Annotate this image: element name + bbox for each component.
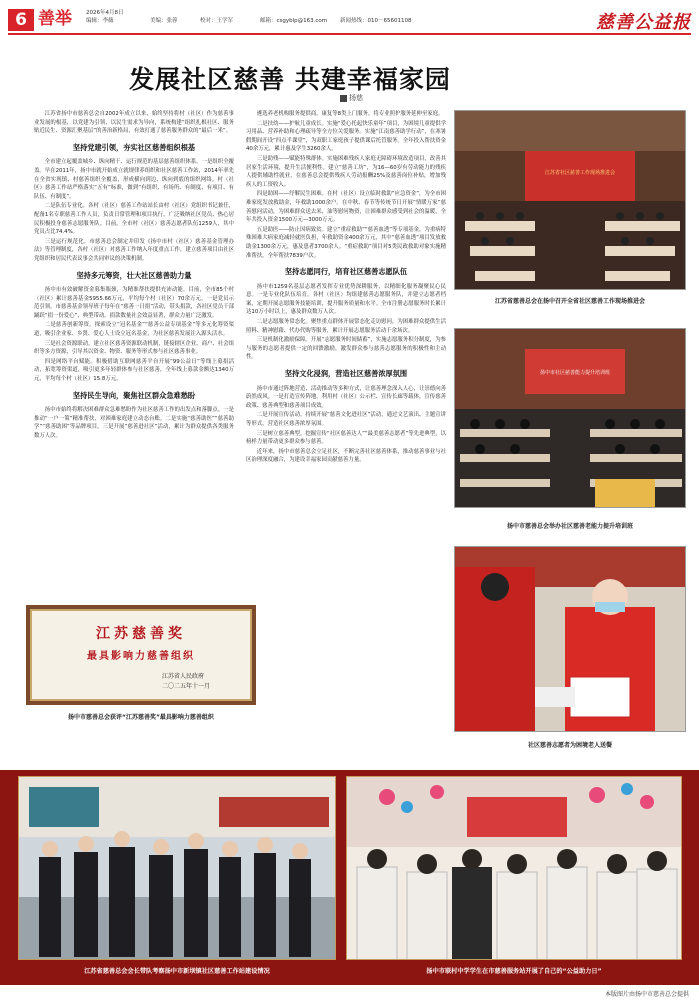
paragraph: 四是助困——纾解民生困难。在村（社区）设立临时救助“应急资金”，为全市困难家庭发放救助金，年救助1000余户。在中秋、春节等传统节日开展“情暖万家”慈善慰问活动，为困难群众送去米、油等慰问物资，让困难群众感受到社会的温暖，全年共投入资金1500万元—3000万元。 (246, 191, 446, 224)
paragraph: 全市建立起覆盖城乡、纵向精干、运行规范的基层慈善组织体系。一是组织全覆盖。早在2011年，扬中市就开始成立就规律养组织和社区慈善工作站，2014年率先在全省实现镇、村慈善组织全覆盖，形成横向到边、纵向到底的组织网络。村（社区）慈善工作站严格落实“五有”标准，做到“有组织、有场所、有制度、有项目、有队伍、有制度”。 (34, 159, 234, 200)
photo-training (454, 328, 686, 508)
caption-conference: 江苏省慈善总会在扬中召开全省社区慈善工作现场推进会 (494, 298, 645, 305)
paragraph: 五是助医——防止因病致贫。建立“重症救助”“慈善血透”等专项基金，为重病特殊困难大病家庭减轻就医负担，年救助资金400余万元，其中“慈善血透”项目发放救助金1300余万元，惠及患者3700余人。“重症救助”项目对5类民政救助对象实施精准帮扶，全年帮扶7839户次。 (246, 226, 446, 259)
article-column-1 (34, 110, 234, 600)
header-rule (8, 33, 691, 35)
photo-conference (454, 110, 686, 290)
subheading: 坚持多元筹资，壮大社区慈善助力量 (76, 270, 192, 280)
photo-students (346, 776, 682, 960)
conference-banner-text: 江苏省社区慈善工作现场推进会 (544, 170, 616, 176)
photo-volunteers (454, 546, 686, 732)
paragraph: 三是树立慈善典型。挖掘宣传“社区慈善达人”“最美慈善志愿者”等先进典型，以榜样力量带动更多群众参与慈善。 (246, 430, 446, 446)
page-header (0, 6, 699, 32)
paragraph: 三是助残——赋能特殊群体。实施困难残疾人家庭无障碍环境改造项目，改善其居家生活环境，提升生活便利性。建立“慈善工坊”，为16—60岁有劳动能力的残疾人提供辅助性就业，在慈善总会提供残疾人劳动报酬25%及慈善岗位补贴，增加残疾人的工资收入。 (246, 155, 446, 188)
paragraph: 二是队伍专业化。各村（社区）慈善工作站站长由村（社区）党组织书记兼任，配备1名专职慈善工作人员，负责日常管理和项目执行，广泛吸纳社区党员、热心居民积极投身慈善志愿服务队。目前，全市村（社区）慈善志愿者队伍1259人，其中党员占比74.4%。 (34, 203, 234, 236)
award-date: 二〇二五年十一月 (162, 683, 211, 690)
caption-training: 扬中市慈善总会举办社区慈善老能力提升培训班 (506, 523, 633, 530)
article-column-2 (246, 110, 446, 760)
award-subtitle: 最具影响力慈善组织 (87, 651, 195, 662)
inspection-photo-art (19, 777, 336, 960)
paragraph: 二是慈善创新筹资。探索设立“冠名基金”“慈善公益专项基金”等多元化筹资渠道，吸引企业家、乡贤、爱心人士设立冠名基金，为社区慈善发展注入源头活水。 (34, 322, 234, 338)
paragraph: 扬中市通过阵地营造、活动推动等多种方式，让慈善理念深入人心，让崇德向善蔚然成风。一是打造宣传阵地。利用村（社区）公示栏、宣传长廊等载体，宣传慈善政策、慈善典型和慈善项目成效。 (246, 385, 446, 409)
paragraph: 二是志愿服务常态化。聚焦重点群体开展常态化走访慰问，为困难群众提供生活照料、精神慰藉、代办代购等服务，累计开展志愿服务活动千余场次。 (246, 319, 446, 334)
designer: 美编：张蓉 (150, 18, 178, 24)
subheading: 坚持民生导向，聚焦社区群众急难愁盼 (72, 390, 196, 400)
paragraph: 四是网络平台赋能。积极借助互联网慈善平台开展“99公益日”等线上募捐活动，拓宽筹资渠道，吸引更多年轻群体参与社区慈善，全年线上募款金额达1340万元，平均每个村（社区）15.8万元。 (34, 358, 234, 383)
award-issuer: 江苏省人民政府 (162, 673, 205, 680)
paragraph: 江苏省扬中市慈善总会自2002年成立以来，始终坚持将村（社区）作为慈善事业发展的根基，以党建为引领、以民生需求为导向，系统构建“组织扎根社区、服务贴近民生、资源汇聚基层”的善治新格局，有效打通了慈善服务群众的“最后一米”。 (34, 111, 234, 135)
byline-marker (340, 95, 347, 102)
photo-credit: 本版图片由扬中市慈善总会提供 (604, 991, 689, 998)
photo-inspection (18, 776, 336, 960)
award-plaque-inner (30, 609, 252, 701)
paragraph: 扬中市有效破解资金募集瓶颈，为精准帮扶提供充沛动能。目前，全市85个村（社区）累计慈善基金5955.66万元，平均每个村（社区）70余万元。一是党员示范引领。市慈善基金领导班子每年在“慈善一日捐”活动，带头捐款，各社区党员干部踊跃“捐一份爱心”，典型带动。捐款数量社会效益显著，群众力量广泛激发。 (34, 287, 234, 319)
subheading: 坚持志愿同行，培育社区慈善志愿队伍 (284, 267, 408, 277)
volunteers-photo-art (455, 547, 686, 732)
section-title: 善举 (38, 9, 72, 29)
training-banner-text: 扬中市社区慈善能力提升培训班 (539, 370, 611, 376)
editor: 编辑：李薇 (86, 18, 114, 24)
paragraph: 遴选养老机构服务提供商，康复等8类上门服务，将专业照护服务延伸至家庭。 (256, 111, 444, 117)
paragraph: 三是运行规范化。市慈善总会制定并印发《扬中市村（社区）慈善基金管理办法》等管理制度，各村（社区）对慈善工作纳入年度重点工作，建立慈善项目由社区党组织和居民代表议事会共同审议的决策机制。 (34, 238, 234, 262)
headline: 发展社区慈善 共建幸福家园 (129, 65, 451, 94)
conference-photo-art (455, 111, 686, 290)
subheading: 坚持党建引领，夯实社区慈善组织根基 (72, 142, 196, 152)
proofreader: 校对：王学军 (200, 18, 234, 24)
caption-volunteers: 社区慈善志愿者为困境老人送餐 (527, 742, 612, 749)
caption-inspection: 江苏省慈善总会会长带队考察扬中市新坝镇社区慈善工作站建设情况 (84, 968, 270, 975)
training-photo-art (455, 329, 686, 508)
paragraph: 近年来，扬中市慈善总会立足社区，不断完善社区慈善体系，推动慈善事业与社区治理深度融合，为建设幸福家园贡献慈善力量。 (246, 448, 446, 464)
paragraph: 扬中市1259名基层志愿者发挥专业优势深耕服务，以精细化服务凝聚民心民意。一是专业化队伍培育。各村（社区）均组建慈善志愿服务队，并建立志愿者档案，定期开展志愿服务技能培训，提升服务质量和水平。全市注册志愿服务时长累计达10万小时以上，惠及群众数万人次。 (246, 283, 446, 316)
award-title: 江苏慈善奖 (96, 626, 186, 642)
caption-students: 扬中市联村中学学生在市慈善服务站开展了自己的“公益助力日” (426, 968, 602, 975)
issue-date: 2026年4月8日 (86, 10, 124, 16)
caption-award: 扬中市慈善总会获评“江苏慈善奖”最具影响力慈善组织 (68, 714, 214, 721)
paragraph: 三是机制化激励保障。开展“志愿服务时间储蓄”，实施志愿服务积分制度，为参与服务的志愿者提供一定的回馈激励，激发群众参与慈善志愿服务的积极性和主动性。 (246, 337, 446, 361)
bottom-photo-band (0, 770, 699, 985)
paragraph: 二是扶幼——护航儿童成长。实施“爱心托起快乐童年”项目，为困境儿童提供学习用品、营养补助和心理疏导等全方位关爱服务。实施“江南慈善助学行动”，在寒暑假期间开设“四点半课堂”，为双职工家庭孩子提供课后托管服务。全年投入帮扶资金40余万元，累计惠及学生3260余人。 (246, 120, 446, 153)
paragraph: 扬中市始终将解决困难群众急难愁盼作为社区慈善工作的出发点和落脚点。一是推动“一户一策”精准帮扶，对困难家庭建立动态台账。二是实施“慈善助医”“慈善助学”“慈善助困”等品牌项目，三是开展“慈善进社区”活动，累计为群众提供各类服务数万人次。 (34, 407, 234, 439)
page-number: 6 (8, 9, 34, 31)
byline (340, 93, 363, 103)
award-plaque (26, 605, 256, 705)
students-photo-art (347, 777, 682, 960)
email: 邮箱：csgyblp@163.com (260, 18, 328, 24)
paper-logo: 慈善公益报 (596, 12, 691, 33)
subheading: 坚持文化浸润，营造社区慈善浓厚氛围 (284, 369, 408, 379)
hotline: 新闻热线：010－65601108 (340, 18, 412, 24)
paragraph: 三是社会资源联动。建立社区慈善资源联动机制，链接辖区企业、商户、社会组织等多方资源，引导其以资金、物资、服务等形式参与社区慈善事业。 (34, 340, 234, 356)
byline-text: 扬慈 (349, 94, 363, 102)
paragraph: 二是开展宣传活动。持续开展“慈善文化进社区”活动，通过文艺演出、主题宣讲等形式，营造社区慈善浓厚氛围。 (246, 412, 446, 427)
